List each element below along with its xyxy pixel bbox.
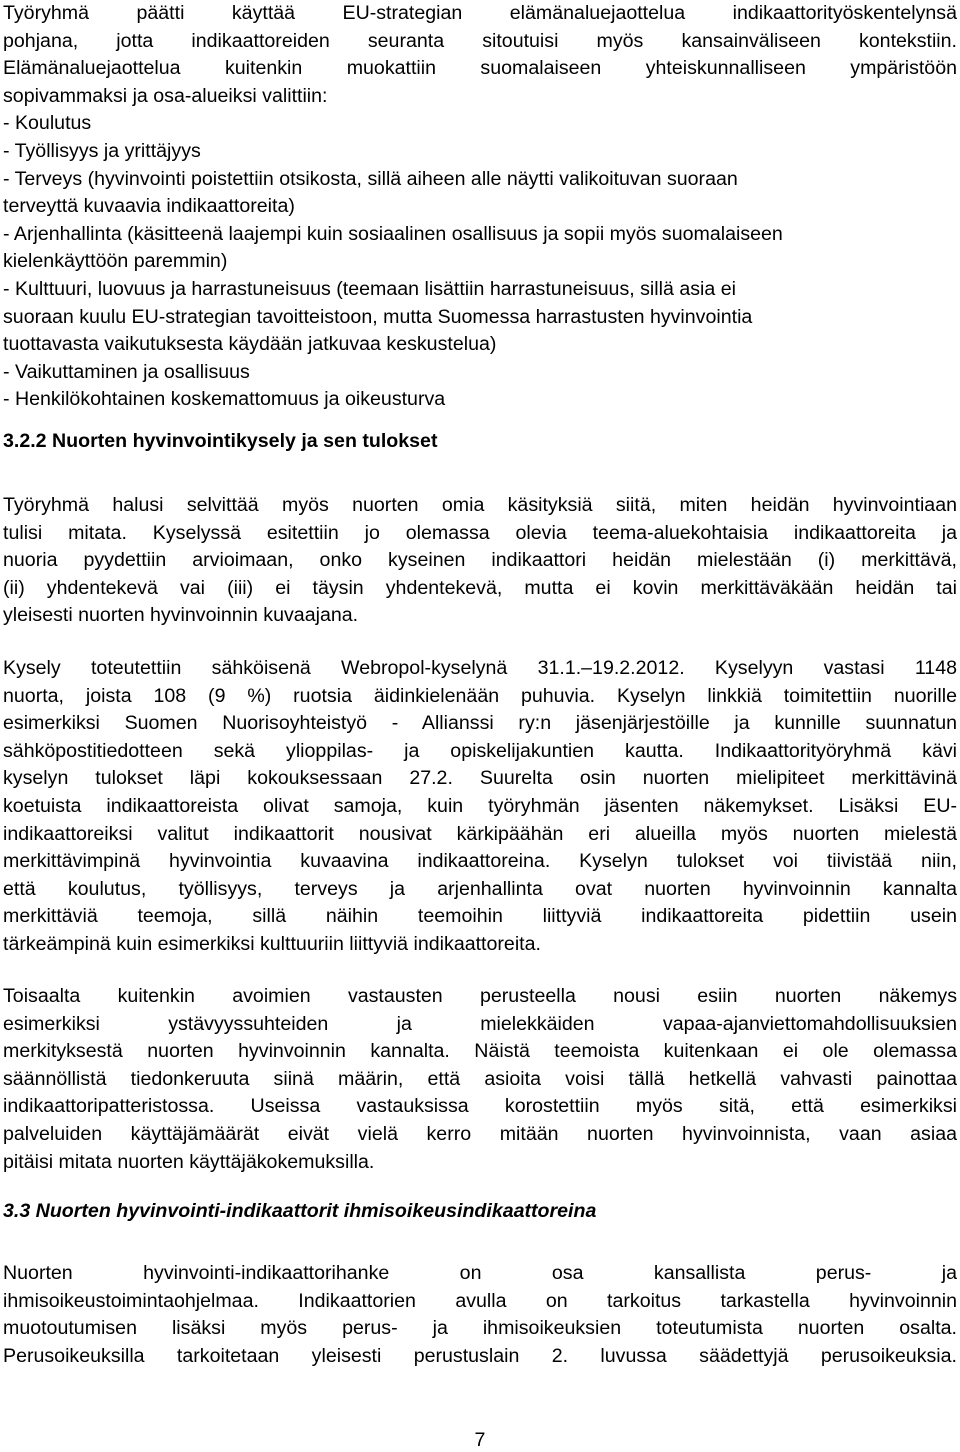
text-line: kyselyn tulokset läpi kokouksessaan 27.2. Suurelta osin nuorten mielipiteet merkittävinä [3,767,957,790]
paragraph-survey-purpose [3,492,957,630]
text-line: (ii) yhdentekevä vai (iii) ei täysin yhdentekevä, mutta ei kovin merkittäväkään heidän tai [3,576,957,599]
text-line: Elämänaluejaottelua kuitenkin muokattiin suomalaiseen yhteiskunnalliseen ympäristöön [3,57,957,80]
list-item: - Terveys (hyvinvointi poistettiin otsikosta, sillä aiheen alle näytti valikoituvan suoraan [3,167,738,190]
section-heading-3-2-2 [3,428,957,456]
text-line: koetuista indikaattoreista olivat samoja, kuin työryhmän jäsenten näkemykset. Lisäksi EU- [3,794,957,817]
paragraph-human-rights [3,1260,957,1370]
text-line: Nuorten hyvinvointi-indikaattorihanke on osa kansallista perus- ja [3,1262,957,1284]
list-item: - Kulttuuri, luovuus ja harrastuneisuus (teemaan lisättiin harrastuneisuus, sillä asia ei [3,277,736,300]
text-line: terveyttä kuvaavia indikaattoreita) [3,195,295,218]
text-line: Kysely toteutettiin sähköisenä Webropol-kyselynä 31.1.–19.2.2012. Kyselyyn vastasi 1148 [3,657,957,679]
list-item: - Vaikuttaminen ja osallisuus [3,360,250,383]
list-item: - Henkilökohtainen koskemattomuus ja oikeusturva [3,388,446,411]
intro-paragraph [3,0,957,414]
text-line: pohjana, jotta indikaattoreiden seuranta sitoutuisi myös kansainväliseen kontekstiin. [3,29,957,52]
text-line: indikaattoripatteristossa. Useissa vastauksissa korostettiin myös sitä, että esimerkiksi [3,1095,957,1118]
text-line: tärkeämpinä kuin esimerkiksi kulttuuriin liittyviä indikaattoreita. [3,932,541,955]
text-line: sähköpostitiedotteen sekä ylioppilas- ja opiskelijakuntien kautta. Indikaattorityöryhmä kävi [3,739,957,762]
paragraph-open-answers [3,983,957,1176]
list-item: - Työllisyys ja yrittäjyys [3,139,201,162]
heading-text: 3.2.2 Nuorten hyvinvointikysely ja sen tulokset [3,430,438,452]
text-line: indikaattoreiksi valitut indikaattorit nousivat kärkipäähän eri alueilla myös nuorten mielestä [3,822,957,845]
list-item: - Koulutus [3,112,92,135]
text-line: merkittävimpinä hyvinvointia kuvaavina indikaattoreina. Kyselyn tulokset voi tiivistää niin, [3,850,957,873]
text-line: pitäisi mitata nuorten käyttäjäkokemuksilla. [3,1150,375,1173]
text-line: nuoria pyydettiin arvioimaan, onko kyseinen indikaattori heidän mielestään (i) merkittävä, [3,549,957,572]
list-item: - Arjenhallinta (käsitteenä laajempi kuin sosiaalinen osallisuus ja sopii myös suomalaiseen [3,222,783,245]
text-line: palveluiden käyttäjämäärät eivät vielä kerro mitään nuorten hyvinvoinnista, vaan asiaa [3,1122,957,1145]
text-line: säännöllistä tiedonkeruuta siinä määrin, että asioita voisi tällä hetkellä vahvasti painottaa [3,1067,957,1090]
text-line: nuorta, joista 108 (9 %) ruotsia äidinkielenään puhuvia. Kyselyn linkkiä toimitettiin nuorille [3,684,957,707]
section-heading-3-3 [3,1198,957,1226]
text-line: kielenkäyttöön paremmin) [3,250,228,273]
text-line: esimerkiksi ystävyyssuhteiden ja mielekkäiden vapaa-ajanviettomahdollisuuksien [3,1012,957,1035]
heading-text: 3.3 Nuorten hyvinvointi-indikaattorit ihmisoikeusindikaattoreina [3,1200,597,1222]
text-line: Työryhmä päätti käyttää EU-strategian elämänaluejaottelua indikaattorityöskentelynsä [3,2,957,24]
text-line: sopivammaksi ja osa-alueiksi valittiin: [3,84,328,107]
text-line: esimerkiksi Suomen Nuorisoyhteistyö - Allianssi ry:n jäsenjärjestöille ja kunnille suunnatun [3,712,957,735]
text-line: suoraan kuulu EU-strategian tavoitteistoon, mutta Suomessa harrastusten hyvinvointia [3,305,753,328]
text-line: tulisi mitata. Kyselyssä esitettiin jo olemassa olevia teema-aluekohtaisia indikaattoreita ja [3,521,957,544]
text-line: merkityksestä nuorten hyvinvoinnin kannalta. Näistä teemoista kuitenkaan ei ole olemassa [3,1040,957,1063]
paragraph-survey-results [3,655,957,959]
text-line: Työryhmä halusi selvittää myös nuorten omia käsityksiä siitä, miten heidän hyvinvointiaan [3,494,957,516]
text-line: merkittäviä teemoja, sillä näihin teemoihin liittyviä indikaattoreita pidettiin usein [3,905,957,928]
text-line: että koulutus, työllisyys, terveys ja arjenhallinta ovat nuorten hyvinvoinnin kannalta [3,877,957,900]
text-line: Perusoikeuksilla tarkoitetaan yleisesti perustuslain 2. luvussa säädettyjä perusoikeuksia. [3,1344,957,1367]
page-number: 7 [474,1429,486,1451]
text-line: ihmisoikeustoimintaohjelmaa. Indikaattorien avulla on tarkoitus tarkastella hyvinvoinnin [3,1289,957,1312]
text-line: tuottavasta vaikutuksesta käydään jatkuvaa keskustelua) [3,333,497,356]
text-line: yleisesti nuorten hyvinvoinnin kuvaajana. [3,604,359,627]
text-line: muotoutumisen lisäksi myös perus- ja ihmisoikeuksien toteutumista nuorten osalta. [3,1317,957,1340]
text-line: Toisaalta kuitenkin avoimien vastausten perusteella nousi esiin nuorten näkemys [3,985,957,1007]
